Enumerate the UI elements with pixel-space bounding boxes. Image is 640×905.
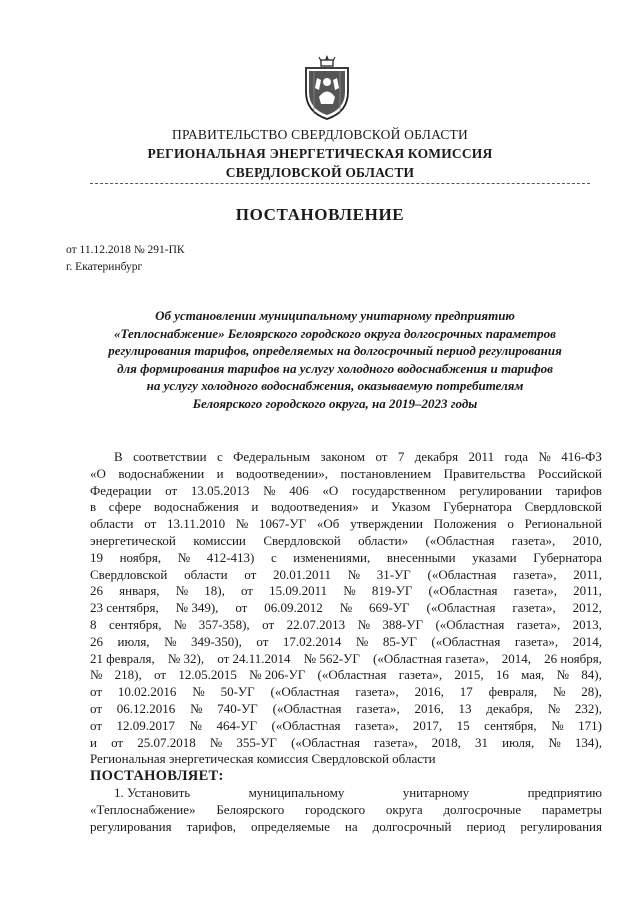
word: 26 ноября, <box>544 650 602 666</box>
word: сфере <box>108 499 142 515</box>
word: 2011, <box>573 583 602 599</box>
word: 16 <box>495 667 509 683</box>
word: тарифов, <box>186 818 236 834</box>
word: «О <box>322 482 339 498</box>
text-line <box>90 785 602 802</box>
word: 84), <box>581 667 602 683</box>
word: определяемые <box>250 818 330 834</box>
word: № <box>235 516 249 532</box>
word: 8 <box>90 616 97 632</box>
word: № 206-УГ <box>249 667 306 683</box>
word: № <box>547 700 561 716</box>
word: в <box>90 499 97 515</box>
word: 18), <box>204 583 225 599</box>
word: «Теплоснабжение» <box>90 801 196 817</box>
word: и <box>90 734 97 750</box>
word: Российской <box>537 465 602 481</box>
word: № <box>556 667 569 683</box>
word: параметры <box>541 801 602 817</box>
word: водоснабжении <box>118 465 205 481</box>
word: № <box>173 616 187 632</box>
resolves-heading: ПОСТАНОВЛЯЕТ: <box>90 768 224 785</box>
text-line <box>90 516 602 533</box>
word: 7 <box>397 449 405 464</box>
word: газета», <box>512 600 556 616</box>
word: Белоярского <box>216 801 285 817</box>
word: долгосрочный <box>372 818 452 834</box>
word: водоотведении», <box>236 465 328 481</box>
word: 15.09.2011 <box>269 583 328 599</box>
word: 2014, <box>501 650 531 666</box>
word: («Областная <box>435 616 505 632</box>
word: 13.05.2013 <box>190 482 250 498</box>
word: № <box>357 616 370 632</box>
word: № <box>347 566 361 582</box>
word: округа <box>385 801 423 817</box>
subject-line: «Теплоснабжение» Белоярского городского округа долгосрочных параметров <box>114 325 556 341</box>
word: энергетической <box>90 532 176 548</box>
word: декабря <box>414 449 459 464</box>
word: 2016, <box>414 684 444 700</box>
word: 412-413) <box>206 549 255 565</box>
word: 406 <box>289 482 309 498</box>
word: указами <box>472 549 517 565</box>
word: законом <box>320 449 366 464</box>
text-line <box>90 583 602 600</box>
word: соответствии <box>133 449 207 464</box>
word: 171) <box>578 717 602 733</box>
word: Федерации <box>90 482 152 498</box>
word: от <box>244 566 257 582</box>
word: газета», <box>511 532 556 548</box>
word: газета», <box>516 616 561 632</box>
text-line <box>90 735 602 752</box>
subject-line: для формирования тарифов на услугу холодного водоснабжения и тарифов <box>117 360 553 376</box>
word: («Областная <box>431 633 501 649</box>
word: 2013, <box>572 616 602 632</box>
word: от <box>375 449 388 464</box>
subject-line: на услугу холодного водоснабжения, оказываемую потребителям <box>146 378 524 394</box>
word: 19 <box>90 549 103 565</box>
word: № <box>189 717 202 733</box>
word: от <box>144 516 157 532</box>
word: 740-УГ <box>217 700 258 716</box>
word: газета», <box>513 566 557 582</box>
word: 388-УГ <box>382 616 423 632</box>
text-line <box>90 466 602 483</box>
government-name: ПРАВИТЕЛЬСТВО СВЕРДЛОВСКОЙ ОБЛАСТИ <box>172 127 468 142</box>
word: № <box>553 684 566 700</box>
word: № <box>263 482 276 498</box>
commission-name: РЕГИОНАЛЬНАЯ ЭНЕРГЕТИЧЕСКАЯ КОМИССИЯ <box>147 146 493 161</box>
subject-line: Белоярского городского округа, на 2019–2023 годы <box>192 395 478 411</box>
word: от 24.11.2014 <box>217 650 291 666</box>
word: № <box>90 667 103 683</box>
word: 31-УГ <box>376 566 411 582</box>
word: № <box>190 700 203 716</box>
text-line <box>90 651 602 668</box>
word: № <box>538 449 551 464</box>
word: муниципальному <box>248 784 345 800</box>
word: 26 <box>90 583 103 599</box>
word: июля, <box>502 734 535 750</box>
document-subject <box>70 307 600 413</box>
word: от <box>154 667 167 683</box>
word: 22.07.2013 <box>286 616 346 632</box>
word: области» <box>358 532 409 548</box>
word: 2011, <box>573 566 602 582</box>
preamble-paragraph <box>90 449 602 751</box>
word: предприятию <box>527 784 602 800</box>
word: регулирования <box>520 818 602 834</box>
word: газета», <box>356 700 400 716</box>
word: 669-УГ <box>369 600 410 616</box>
word: газета», <box>398 667 443 683</box>
word: от <box>111 734 124 750</box>
word: 21 февраля, <box>90 650 155 666</box>
text-line <box>90 499 602 516</box>
word: изменениями, <box>293 549 371 565</box>
preamble-closing-line: Региональная энергетическая комиссия Свердловской области <box>90 751 436 767</box>
word: № <box>339 600 353 616</box>
subject-line: регулирования тарифов, определяемых на долгосрочный период регулирования <box>108 343 562 359</box>
word: 26 <box>90 633 103 649</box>
word: 17 <box>459 684 473 700</box>
word: июля, <box>117 633 150 649</box>
word: постановлением <box>340 465 432 481</box>
word: 06.12.2016 <box>116 700 176 716</box>
word: сентября, <box>108 616 162 632</box>
word: В <box>114 449 123 464</box>
word: 2011 <box>468 449 495 464</box>
word: Губернатора <box>443 499 512 515</box>
word: от <box>90 700 103 716</box>
word: водоснабжения <box>153 499 239 515</box>
word: «О <box>90 465 106 481</box>
text-line <box>90 634 602 651</box>
word: области <box>90 516 134 532</box>
word: («Областная <box>271 717 341 733</box>
word: 416-ФЗ <box>561 449 602 464</box>
word: № <box>177 549 191 565</box>
word: 2017, <box>412 717 443 733</box>
word: с <box>270 549 277 565</box>
word: 1. Установить <box>114 784 191 800</box>
subject-line: Об установлении муниципальному унитарному предприятию <box>155 308 515 323</box>
word: («Областная газета», <box>373 650 489 666</box>
word: 232), <box>574 700 602 716</box>
word: и <box>371 499 379 515</box>
word: 2015, <box>454 667 484 683</box>
text-line <box>90 701 602 718</box>
word: городского <box>304 801 366 817</box>
word: № 562-УГ <box>303 650 360 666</box>
coat-of-arms-emblem <box>300 52 354 122</box>
header-divider <box>90 183 590 184</box>
word: утверждении <box>350 516 423 532</box>
word: Свердловской <box>90 566 168 582</box>
word: («Областная <box>272 700 342 716</box>
word: 349-350), <box>190 633 242 649</box>
word: 134), <box>574 734 602 750</box>
word: № <box>343 583 356 599</box>
word: («Областная <box>428 583 498 599</box>
word: № <box>192 684 205 700</box>
text-line <box>90 533 602 550</box>
word: долгосрочные <box>443 801 522 817</box>
word: 1067-УГ <box>259 516 307 532</box>
word: № <box>548 734 561 750</box>
word: от <box>165 482 178 498</box>
word: 13 <box>458 700 472 716</box>
word: унитарному <box>402 784 470 800</box>
word: 355-УГ <box>236 734 277 750</box>
word: с <box>216 449 223 464</box>
word: мая, <box>521 667 545 683</box>
word: («Областная <box>425 532 495 548</box>
word: № <box>551 717 564 733</box>
word: о <box>507 516 514 532</box>
word: газета», <box>513 583 557 599</box>
word: газета», <box>514 633 559 649</box>
word: 12.09.2017 <box>116 717 176 733</box>
word: от <box>235 600 248 616</box>
word: 20.01.2011 <box>272 566 331 582</box>
word: («Областная <box>291 734 361 750</box>
word: 12.05.2015 <box>178 667 237 683</box>
text-line <box>90 802 602 819</box>
word: 218), <box>114 667 142 683</box>
text-line <box>90 567 602 584</box>
word: Федеральным <box>233 449 311 464</box>
date-number: от 11.12.2018 № 291-ПК <box>66 244 185 256</box>
word: и <box>216 465 224 481</box>
document-type-title: ПОСТАНОВЛЕНИЕ <box>235 205 405 224</box>
word: регулировании <box>459 482 543 498</box>
word: газета», <box>355 684 399 700</box>
word: и <box>251 499 259 515</box>
document-body <box>90 449 602 835</box>
word: Свердловской <box>524 499 602 515</box>
word: 357-358), <box>198 616 250 632</box>
word: Свердловской <box>263 532 341 548</box>
word: Губернатора <box>533 549 602 565</box>
word: № 349), <box>175 600 219 616</box>
word: на <box>344 818 358 834</box>
word: комиссии <box>193 532 246 548</box>
word: («Областная <box>270 684 340 700</box>
word: («Областная <box>427 566 497 582</box>
word: 85-УГ <box>382 633 417 649</box>
word: Правительства <box>443 465 526 481</box>
text-line <box>90 550 602 567</box>
word: 23 сентября, <box>90 600 159 616</box>
text-line <box>90 483 602 500</box>
text-line <box>90 819 602 836</box>
word: января, <box>119 583 160 599</box>
word: 2010, <box>572 532 602 548</box>
text-line <box>90 600 602 617</box>
word: 50-УГ <box>220 684 255 700</box>
word: («Областная <box>426 600 496 616</box>
word: 2014, <box>572 633 602 649</box>
word: газета», <box>355 717 399 733</box>
word: февраля, <box>488 684 538 700</box>
word: № 32), <box>167 650 205 666</box>
word: от <box>240 583 253 599</box>
word: государственном <box>352 482 446 498</box>
word: 464-УГ <box>216 717 258 733</box>
word: № <box>175 583 189 599</box>
word: 10.02.2016 <box>117 684 177 700</box>
word: 13.11.2010 <box>167 516 226 532</box>
word: 31 <box>475 734 489 750</box>
word: области <box>184 566 228 582</box>
word: период <box>466 818 506 834</box>
word: Региональной <box>524 516 602 532</box>
word: 819-УГ <box>371 583 413 599</box>
word: газета», <box>374 734 418 750</box>
text-line <box>90 667 602 684</box>
word: внесенными <box>386 549 456 565</box>
word: 15 <box>456 717 470 733</box>
word: 25.07.2018 <box>137 734 196 750</box>
word: водоотведения» <box>271 499 359 515</box>
word: декабря, <box>486 700 533 716</box>
word: от <box>90 684 103 700</box>
word: регулирования <box>90 818 172 834</box>
word: 28), <box>581 684 602 700</box>
word: 17.02.2014 <box>282 633 342 649</box>
word: Положения <box>433 516 497 532</box>
word: 06.09.2012 <box>264 600 323 616</box>
word: № <box>355 633 369 649</box>
clause-1-paragraph <box>90 785 602 835</box>
word: Указом <box>391 499 431 515</box>
word: 2018, <box>431 734 461 750</box>
word: тарифов <box>555 482 602 498</box>
word: от <box>256 633 269 649</box>
region-name: СВЕРДЛОВСКОЙ ОБЛАСТИ <box>225 165 415 180</box>
text-line <box>90 617 602 634</box>
city: г. Екатеринбург <box>66 261 143 273</box>
word: 2016, <box>414 700 444 716</box>
word: № <box>209 734 223 750</box>
word: № <box>164 633 177 649</box>
text-line <box>90 684 602 701</box>
word: «Об <box>316 516 340 532</box>
word: 2012, <box>572 600 602 616</box>
word: («Областная <box>317 667 387 683</box>
word: сентября, <box>484 717 537 733</box>
word: от <box>90 717 103 733</box>
word: года <box>504 449 529 464</box>
text-line <box>90 449 602 466</box>
word: от <box>262 616 275 632</box>
text-line <box>90 718 602 735</box>
word: ноября, <box>119 549 162 565</box>
